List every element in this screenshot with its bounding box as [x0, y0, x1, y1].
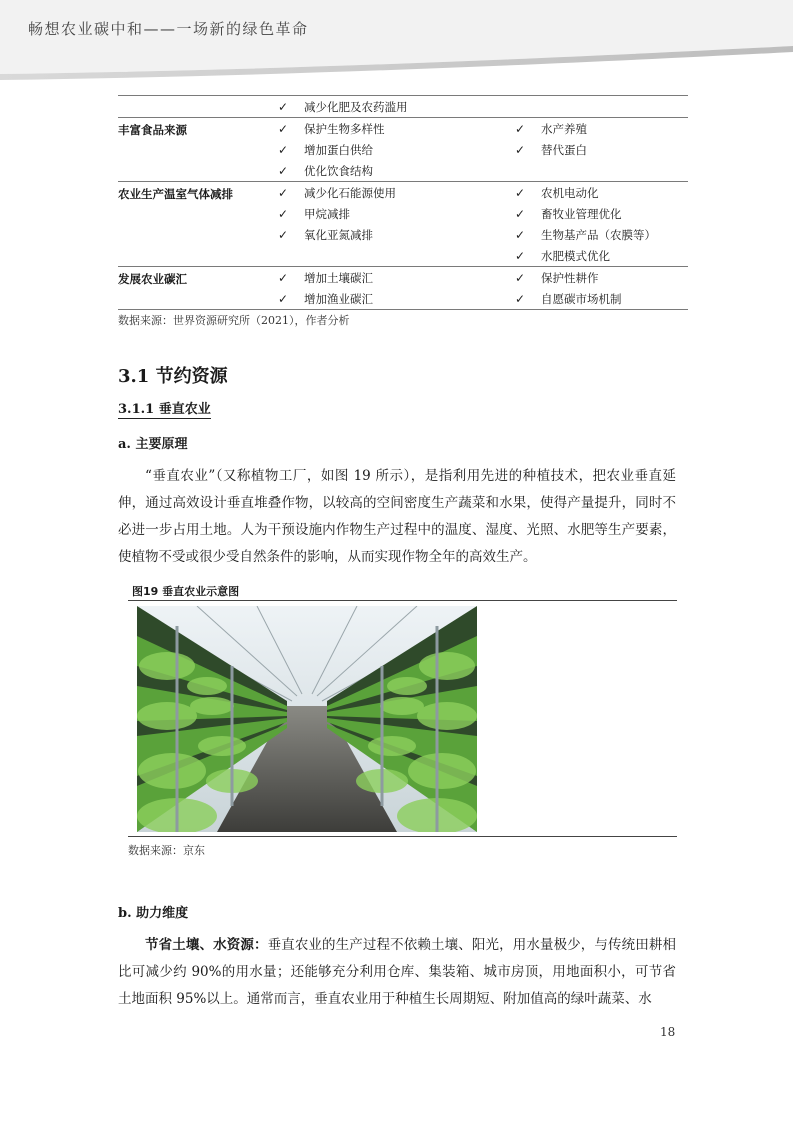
table-row — [118, 267, 688, 288]
table-row-group — [118, 182, 688, 267]
measure-text: 减少化石能源使用 — [304, 186, 396, 200]
measure-text: 水产养殖 — [541, 122, 587, 136]
checkmark-icon: ✓ — [515, 271, 526, 285]
table-row — [118, 203, 688, 224]
table-row-group — [118, 267, 688, 310]
page-header — [0, 0, 793, 80]
measure-text: 农机电动化 — [541, 186, 599, 200]
measure-item — [515, 291, 622, 307]
measure-text: 增加土壤碳汇 — [304, 271, 373, 285]
checkmark-icon: ✓ — [515, 143, 526, 157]
checkmark-icon: ✓ — [515, 186, 526, 200]
figure-top-rule — [128, 600, 677, 601]
paragraph-principle: “垂直农业”（又称植物工厂，如图 19 所示），是指利用先进的种植技术，把农业垂直延伸，通过高效设计垂直堆叠作物，以较高的空间密度生产蔬菜和水果，使得产量提升，同时不必进一步占用土地。人为干预设施内作物生产过程中的温度、湿度、光照、水肥等生产要素，使植物不受或很少受自然条件的影响，从而实现作物全年的高效生产。 — [118, 468, 676, 565]
subsection-title: 3.1.1 垂直农业 — [118, 398, 211, 419]
measure-item — [278, 163, 373, 179]
measure-item — [278, 142, 373, 158]
measure-item — [515, 248, 610, 264]
measure-item — [515, 270, 599, 286]
measure-text: 水肥模式优化 — [541, 249, 610, 263]
measure-item — [515, 142, 587, 158]
figure-caption: 图19 垂直农业示意图 — [132, 585, 240, 598]
paragraph-body: 垂直农业的生产过程不依赖土壤、阳光，用水量极少，与传统田耕相比可减少约 90%的用水量；还能够充分利用仓库、集装箱、城市房顶，用地面积小，可节省土地面积 95%以上。通常而言，垂直农业用于种植生长周期短、附加值高的绿叶蔬菜、水 — [118, 937, 677, 1007]
item-a-heading: a. 主要原理 — [118, 437, 188, 452]
checkmark-icon: ✓ — [515, 228, 526, 242]
measure-text: 畜牧业管理优化 — [541, 207, 622, 221]
checkmark-icon: ✓ — [278, 186, 289, 200]
header-title: 畅想农业碳中和——一场新的绿色革命 — [28, 20, 309, 38]
measure-text: 增加渔业碳汇 — [304, 292, 373, 306]
checkmark-icon: ✓ — [278, 143, 289, 157]
measure-text: 增加蛋白供给 — [304, 143, 373, 157]
measure-item — [278, 185, 396, 201]
figure-source: 数据来源：京东 — [128, 844, 205, 857]
measure-text: 替代蛋白 — [541, 143, 587, 157]
measure-item — [278, 206, 350, 222]
measure-item — [515, 227, 656, 243]
measure-text: 保护性耕作 — [541, 271, 599, 285]
table-row — [118, 96, 688, 117]
figure-bottom-rule — [128, 836, 677, 837]
measure-item — [278, 291, 373, 307]
measure-item — [278, 121, 385, 137]
checkmark-icon: ✓ — [278, 292, 289, 306]
checkmark-icon: ✓ — [278, 100, 289, 114]
measure-text: 减少化肥及农药滥用 — [304, 100, 408, 114]
table-row — [118, 245, 688, 266]
measure-item — [278, 99, 408, 115]
measure-item — [515, 121, 587, 137]
measure-text: 自愿碳市场机制 — [541, 292, 622, 306]
header-decoration — [0, 0, 793, 80]
checkmark-icon: ✓ — [278, 228, 289, 242]
table-row — [118, 224, 688, 245]
measure-text: 保护生物多样性 — [304, 122, 385, 136]
table-row — [118, 118, 688, 139]
checkmark-icon: ✓ — [515, 207, 526, 221]
measure-text: 优化饮食结构 — [304, 164, 373, 178]
measure-item — [278, 270, 373, 286]
table-row — [118, 182, 688, 203]
table-row — [118, 139, 688, 160]
table-row-group — [118, 95, 688, 118]
vertical-farm-photo — [137, 606, 477, 832]
measure-item — [515, 206, 622, 222]
measure-text: 甲烷减排 — [304, 207, 350, 221]
category-label: 发展农业碳汇 — [118, 272, 187, 286]
checkmark-icon: ✓ — [515, 122, 526, 136]
paragraph-dimension — [118, 932, 676, 1013]
checkmark-icon: ✓ — [515, 292, 526, 306]
measure-item — [515, 185, 599, 201]
table-source: 数据来源：世界资源研究所（2021），作者分析 — [118, 314, 350, 327]
table-row — [118, 160, 688, 181]
checkmark-icon: ✓ — [278, 122, 289, 136]
table-row — [118, 288, 688, 309]
measure-item — [278, 227, 373, 243]
table-row-group — [118, 118, 688, 182]
item-b-heading: b. 助力维度 — [118, 906, 189, 921]
checkmark-icon: ✓ — [278, 271, 289, 285]
measure-text: 氧化亚氮减排 — [304, 228, 373, 242]
measure-text: 生物基产品（农膜等） — [541, 228, 656, 242]
checkmark-icon: ✓ — [278, 207, 289, 221]
measures-table — [118, 95, 688, 310]
checkmark-icon: ✓ — [278, 164, 289, 178]
category-label: 农业生产温室气体减排 — [118, 187, 233, 201]
section-title: 3.1 节约资源 — [118, 366, 228, 387]
page-number: 18 — [660, 1025, 676, 1039]
paragraph-lead: 节省土壤、水资源： — [145, 937, 268, 953]
category-label: 丰富食品来源 — [118, 123, 187, 137]
checkmark-icon: ✓ — [515, 249, 526, 263]
